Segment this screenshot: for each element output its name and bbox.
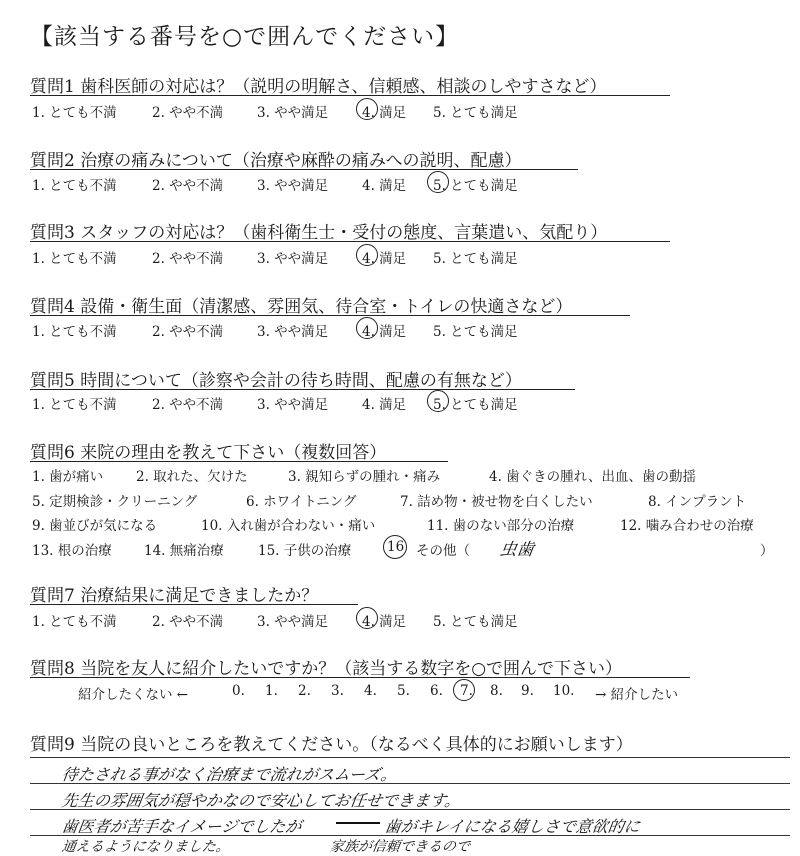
q3-option-4[interactable]: 4. 満足	[362, 251, 407, 267]
q2-option-2[interactable]: 2. やや不満	[152, 178, 224, 194]
q6-option-5[interactable]: 5. 定期検診・クリーニング	[32, 494, 198, 510]
q6-option-4[interactable]: 4. 歯ぐきの腫れ、出血、歯の動揺	[489, 469, 696, 485]
q3-selected-circle	[356, 244, 378, 266]
q8-num-0[interactable]: 0.	[232, 683, 245, 699]
question-4-label: 質問4 設備・衛生面（清潔感、雰囲気、待合室・トイレの快適さなど）	[30, 297, 573, 317]
q3-option-1[interactable]: 1. とても不満	[32, 251, 117, 267]
q6-option-3[interactable]: 3. 親知らずの腫れ・痛み	[288, 469, 441, 485]
page-title: 【該当する番号を○で囲んでください】	[30, 24, 460, 50]
q9-answer-rule-1	[30, 757, 790, 758]
q4-selected-circle	[356, 317, 378, 339]
q8-num-3[interactable]: 3.	[331, 683, 344, 699]
question-9-label: 質問9 当院の良いところを教えてください。（なるべく具体的にお願いします）	[30, 735, 633, 755]
q7-option-3[interactable]: 3. やや満足	[257, 614, 329, 630]
q2-option-5[interactable]: 5. とても満足	[433, 178, 518, 194]
q2-option-4[interactable]: 4. 満足	[362, 178, 407, 194]
question-5-underline	[30, 389, 575, 390]
q9-strikethrough-mark	[336, 822, 380, 824]
question-7-underline	[30, 604, 358, 605]
question-5-label: 質問5 時間について（診察や会計の待ち時間、配慮の有無など）	[30, 371, 522, 391]
q7-selected-circle	[356, 607, 378, 629]
q8-num-1[interactable]: 1.	[265, 683, 278, 699]
q2-option-1[interactable]: 1. とても不満	[32, 178, 117, 194]
q8-num-6[interactable]: 6.	[430, 683, 443, 699]
q6-option-6[interactable]: 6. ホワイトニング	[246, 494, 357, 510]
q8-selected-circle	[453, 679, 475, 701]
q4-option-4[interactable]: 4. 満足	[362, 324, 407, 340]
q9-handwritten-line-4[interactable]: 通えるようになりました。	[60, 839, 231, 855]
question-4-underline	[30, 315, 630, 316]
q6-option-13[interactable]: 13. 根の治療	[32, 543, 112, 559]
question-1-underline	[30, 95, 670, 96]
q6-option-7[interactable]: 7. 詰め物・被せ物を白くしたい	[400, 494, 593, 510]
q6-option-10[interactable]: 10. 入れ歯が合わない・痛い	[201, 518, 376, 534]
q5-option-4[interactable]: 4. 満足	[362, 397, 407, 413]
q6-option-9[interactable]: 9. 歯並びが気になる	[32, 518, 158, 534]
q4-option-2[interactable]: 2. やや不満	[152, 324, 224, 340]
q3-option-2[interactable]: 2. やや不満	[152, 251, 224, 267]
q1-option-3[interactable]: 3. やや満足	[257, 105, 329, 121]
q8-num-9[interactable]: 9.	[521, 683, 534, 699]
q8-num-10[interactable]: 10.	[553, 683, 575, 699]
q6-option-1[interactable]: 1. 歯が痛い	[32, 469, 104, 485]
question-3-label: 質問3 スタッフの対応は？（歯科衛生士・受付の態度、言葉遣い、気配り）	[30, 223, 608, 243]
q5-selected-circle	[427, 390, 449, 412]
q9-handwritten-line-4b[interactable]: 家族が信頼できるので	[328, 839, 471, 855]
q6-option-15[interactable]: 15. 子供の治療	[258, 543, 352, 559]
q5-option-3[interactable]: 3. やや満足	[257, 397, 329, 413]
q2-option-3[interactable]: 3. やや満足	[257, 178, 329, 194]
q8-num-4[interactable]: 4.	[364, 683, 377, 699]
q1-option-2[interactable]: 2. やや不満	[152, 105, 224, 121]
question-3-underline	[30, 241, 670, 242]
q6-option-12[interactable]: 12. 噛み合わせの治療	[620, 518, 754, 534]
q6-option-16-label[interactable]: その他（	[416, 543, 470, 559]
q5-option-2[interactable]: 2. やや不満	[152, 397, 224, 413]
question-2-underline	[30, 169, 578, 170]
q7-option-5[interactable]: 5. とても満足	[433, 614, 518, 630]
q4-option-1[interactable]: 1. とても不満	[32, 324, 117, 340]
q1-option-5[interactable]: 5. とても満足	[433, 105, 518, 121]
q7-option-2[interactable]: 2. やや不満	[152, 614, 224, 630]
question-1-label: 質問1 歯科医師の対応は？（説明の明解さ、信頼感、相談のしやすさなど）	[30, 77, 607, 97]
q9-handwritten-line-3[interactable]: 歯医者が苦手なイメージでしたが	[60, 817, 303, 836]
q9-handwritten-line-2[interactable]: 先生の雰囲気が穏やかなので安心してお任せできます。	[60, 791, 462, 810]
question-2-label: 質問2 治療の痛みについて（治療や麻酔の痛みへの説明、配慮）	[30, 151, 522, 171]
q1-selected-circle	[356, 98, 378, 120]
q1-option-4[interactable]: 4. 満足	[362, 105, 407, 121]
q6-option-11[interactable]: 11. 歯のない部分の治療	[427, 518, 575, 534]
q6-selected-circle	[383, 535, 407, 559]
q6-option-2[interactable]: 2. 取れた、欠けた	[136, 469, 248, 485]
question-8-label: 質問8 当院を友人に紹介したいですか？（該当する数字を○で囲んで下さい）	[30, 659, 623, 679]
q6-option-16-number[interactable]: 16	[387, 539, 405, 555]
q4-option-3[interactable]: 3. やや満足	[257, 324, 329, 340]
q5-option-1[interactable]: 1. とても不満	[32, 397, 117, 413]
q8-right-label: → 紹介したい	[595, 687, 679, 703]
q4-option-5[interactable]: 5. とても満足	[433, 324, 518, 340]
q6-other-answer[interactable]: 虫歯	[498, 540, 536, 560]
q6-option-14[interactable]: 14. 無痛治療	[144, 543, 224, 559]
q1-option-1[interactable]: 1. とても不満	[32, 105, 117, 121]
q7-option-4[interactable]: 4. 満足	[362, 614, 407, 630]
q2-selected-circle	[427, 171, 449, 193]
question-6-underline	[30, 461, 448, 462]
q8-num-7[interactable]: 7.	[460, 683, 473, 699]
question-6-label: 質問6 来院の理由を教えて下さい（複数回答）	[30, 443, 387, 463]
q8-left-label: 紹介したくない ←	[78, 687, 189, 703]
q6-other-close: ）	[760, 543, 774, 559]
q7-option-1[interactable]: 1. とても不満	[32, 614, 117, 630]
q6-option-8[interactable]: 8. インプラント	[648, 494, 747, 510]
q8-num-2[interactable]: 2.	[298, 683, 311, 699]
question-8-underline	[30, 677, 690, 678]
q3-option-5[interactable]: 5. とても満足	[433, 251, 518, 267]
q5-option-5[interactable]: 5. とても満足	[433, 397, 518, 413]
question-7-label: 質問7 治療結果に満足できましたか？	[30, 586, 319, 606]
q9-handwritten-line-3b[interactable]: 歯がキレイになる嬉しさで意欲的に	[383, 817, 642, 836]
q3-option-3[interactable]: 3. やや満足	[257, 251, 329, 267]
q8-num-5[interactable]: 5.	[397, 683, 410, 699]
q8-num-8[interactable]: 8.	[490, 683, 503, 699]
q9-handwritten-line-1[interactable]: 待たされる事がなく治療まで流れがスムーズ。	[60, 765, 399, 784]
